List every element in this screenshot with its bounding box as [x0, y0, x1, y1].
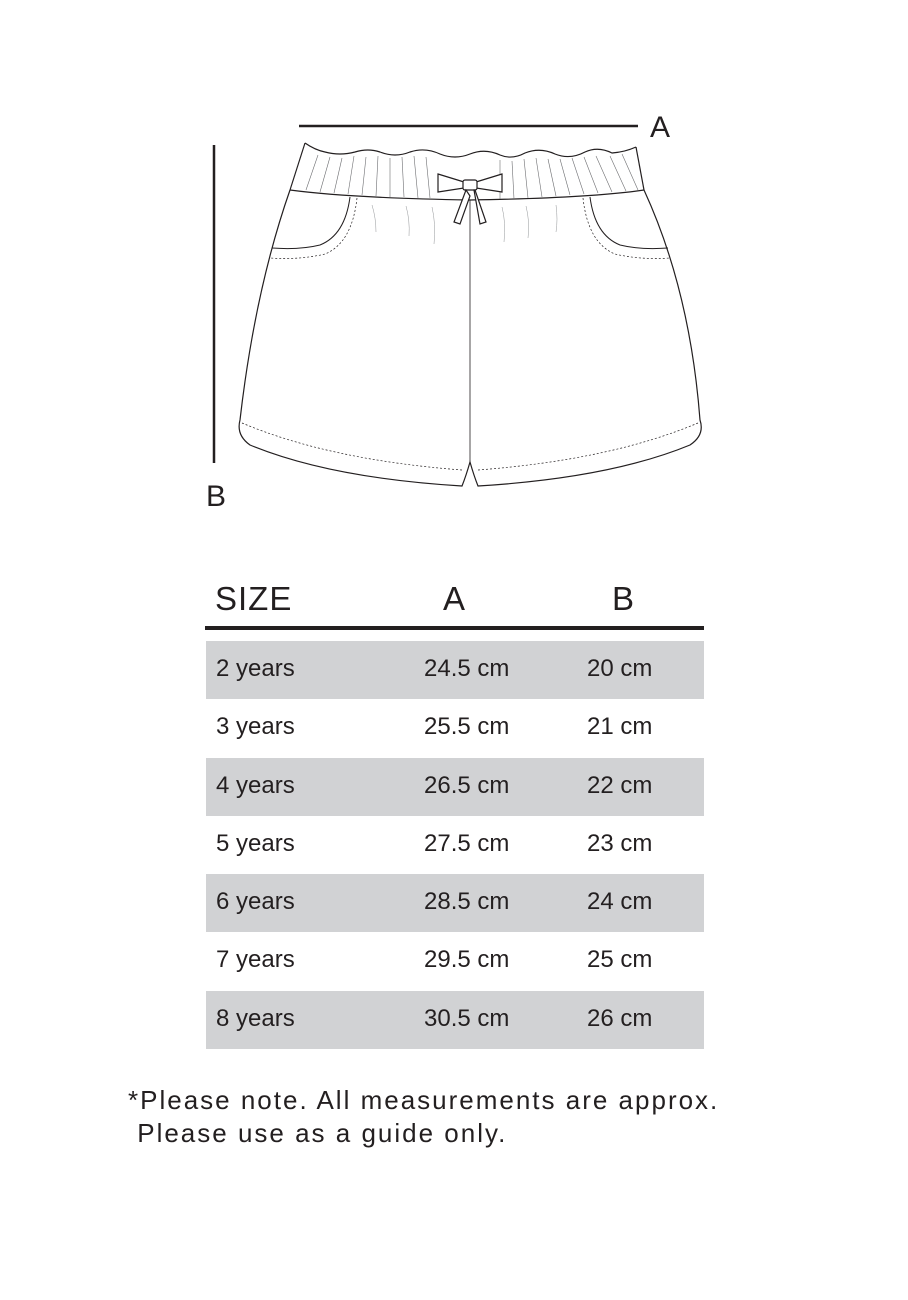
- table-row: [206, 932, 704, 990]
- cell-size: 8 years: [216, 1004, 295, 1032]
- size-table-body: [206, 641, 704, 1049]
- cell-b: 20 cm: [587, 655, 653, 682]
- cell-a: 27.5 cm: [424, 829, 510, 857]
- shorts-outline: [239, 143, 701, 486]
- header-size: SIZE: [215, 580, 293, 617]
- header-b: B: [612, 580, 636, 617]
- cell-size: 5 years: [216, 829, 295, 857]
- cell-a: 25.5 cm: [424, 713, 510, 741]
- cell-a: 24.5 cm: [424, 655, 510, 682]
- cell-a: 26.5 cm: [424, 771, 510, 799]
- table-row: [206, 874, 704, 932]
- shorts-size-diagram: [0, 0, 908, 540]
- cell-b: 26 cm: [587, 1004, 653, 1032]
- cell-a: 30.5 cm: [424, 1004, 510, 1032]
- size-table-header: [206, 580, 704, 620]
- dimension-b-label: B: [206, 480, 227, 513]
- cell-size: 4 years: [216, 771, 295, 799]
- note-line-1: *Please note. All measurements are approx.: [128, 1085, 720, 1115]
- cell-b: 21 cm: [587, 713, 653, 741]
- cell-size: 3 years: [216, 713, 295, 741]
- table-row: [206, 991, 704, 1049]
- header-a: A: [443, 580, 467, 617]
- dimension-a-label: A: [650, 111, 671, 144]
- cell-a: 28.5 cm: [424, 888, 510, 916]
- cell-size: 7 years: [216, 946, 295, 974]
- cell-b: 22 cm: [587, 771, 653, 799]
- cell-b: 25 cm: [587, 946, 653, 974]
- table-row: [206, 641, 704, 699]
- measurement-note: [128, 1084, 719, 1150]
- table-row: [206, 758, 704, 816]
- cell-size: 2 years: [216, 655, 295, 682]
- cell-b: 23 cm: [587, 829, 653, 857]
- cell-b: 24 cm: [587, 888, 653, 916]
- cell-a: 29.5 cm: [424, 946, 510, 974]
- table-row: [206, 699, 704, 757]
- cell-size: 6 years: [216, 888, 295, 916]
- header-divider: [205, 626, 704, 630]
- note-line-2: Please use as a guide only.: [128, 1118, 508, 1148]
- table-row: [206, 816, 704, 874]
- shorts-illustration: [0, 0, 908, 540]
